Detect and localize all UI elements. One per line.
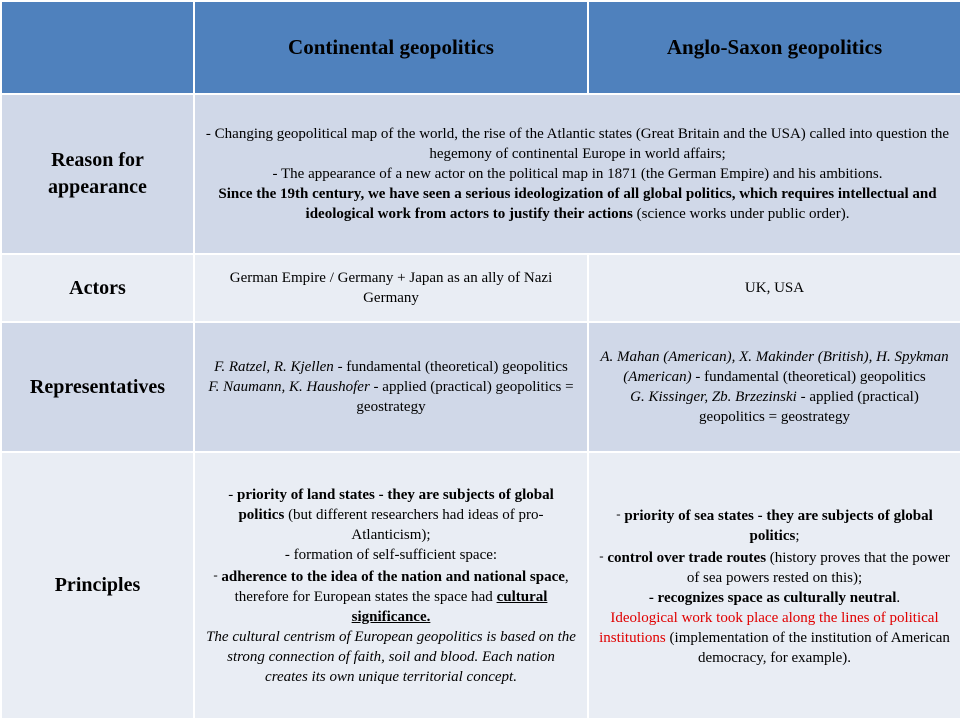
reason-text-2: - The appearance of a new actor on the political map in 1871 (the German Empire) and his ambitions. [272, 166, 883, 182]
prin-cont-3-bold: adherence to the idea of the nation and national space [217, 568, 565, 585]
prin-anglo-4-red: Ideological work took place along the lines of political institutions [599, 609, 939, 646]
principles-row [1, 452, 960, 719]
reason-text-3 [205, 184, 950, 224]
prin-anglo-2-bullet: - [599, 547, 604, 563]
reason-bold: Since the 19th century, we have seen a serious ideologization of all global politics, which requires intellectual and ideological work from actors to justify their actions [218, 186, 937, 222]
principles-anglo-saxon [588, 452, 960, 719]
representatives-anglo-saxon [588, 322, 960, 452]
prin-anglo-2-bold: control over trade routes [603, 549, 767, 566]
rep-anglo-names-2: G. Kissinger, Zb. Brzezinski [630, 389, 797, 405]
rep-cont-names-1: F. Ratzel, R. Kjellen [214, 359, 334, 375]
rep-cont-line-2 [205, 377, 577, 417]
prin-cont-1-text: (but different researchers had ideas of pro-Atlanticism); [284, 506, 544, 543]
prin-cont-4 [205, 627, 577, 687]
reason-tail: (science works under public order). [632, 206, 850, 222]
reason-label [1, 94, 194, 254]
prin-anglo-4-text: (implementation of the institution of American democracy, for example). [665, 629, 950, 666]
reason-label-line2: appearance [48, 176, 147, 198]
rep-cont-names-2: F. Naumann, K. Haushofer [208, 379, 370, 395]
representatives-label: Representatives [1, 322, 194, 452]
rep-anglo-desc-1: - fundamental (theoretical) geopolitics [691, 369, 926, 385]
prin-anglo-1-text: ; [795, 527, 800, 544]
rep-anglo-names-1: A. Mahan (American), X. Makinder (British), H. Spykman (American) [600, 349, 949, 385]
header-anglo-saxon: Anglo-Saxon geopolitics [588, 1, 960, 94]
reason-row [1, 94, 960, 254]
representatives-continental [194, 322, 588, 452]
rep-anglo-line-2 [599, 387, 950, 427]
prin-cont-3 [205, 565, 577, 627]
prin-cont-2: - formation of self-sufficient space: [284, 546, 498, 563]
prin-anglo-1 [599, 504, 950, 546]
rep-cont-line-1 [205, 357, 577, 377]
prin-cont-4-italic: The cultural centrism of European geopolitics is based on the strong connection of faith, soil and blood. Each nation creates its own unique territorial concept. [206, 628, 576, 685]
prin-anglo-3 [599, 588, 950, 608]
prin-anglo-1-bold: priority of sea states - they are subjects of global politics [620, 507, 933, 544]
prin-anglo-2 [599, 546, 950, 588]
actors-anglo-saxon: UK, USA [588, 254, 960, 322]
principles-continental [194, 452, 588, 719]
header-continental: Continental geopolitics [194, 1, 588, 94]
header-row [1, 1, 960, 94]
rep-anglo-desc-2: - applied (practical) geopolitics = geostrategy [699, 389, 919, 425]
prin-anglo-3-text: . [896, 589, 901, 606]
reason-label-line1: Reason for [51, 149, 144, 171]
prin-cont-3-underline: cultural significance. [351, 588, 548, 625]
prin-anglo-4 [599, 608, 950, 668]
prin-anglo-1-bullet: - [616, 505, 621, 521]
representatives-row [1, 322, 960, 452]
prin-cont-1-dash: - [228, 486, 237, 503]
actors-label: Actors [1, 254, 194, 322]
prin-anglo-3-bold: - recognizes space as culturally neutral [648, 589, 897, 606]
prin-cont-1-bold: priority of land states - they are subjects of global politics [236, 486, 554, 523]
prin-cont-1 [205, 485, 577, 545]
rep-anglo-line-1 [599, 347, 950, 387]
actors-row [1, 254, 960, 322]
principles-label: Principles [1, 452, 194, 719]
prin-cont-3-text: , therefore for European states the space had [234, 568, 569, 605]
prin-cont-3-bullet: - [213, 566, 218, 582]
rep-cont-desc-2: - applied (practical) geopolitics = geostrategy [356, 379, 574, 415]
header-empty-cell [1, 1, 194, 94]
rep-cont-desc-1: - fundamental (theoretical) geopolitics [333, 359, 568, 375]
reason-text-cell [194, 94, 960, 254]
reason-text-1: - Changing geopolitical map of the world, the rise of the Atlantic states (Great Britain and the USA) called into question the hegemony of continental Europe in world affairs; [205, 126, 950, 162]
prin-anglo-2-text: (history proves that the power of sea powers rested on this); [686, 549, 950, 586]
actors-continental: German Empire / Germany + Japan as an ally of Nazi Germany [194, 254, 588, 322]
